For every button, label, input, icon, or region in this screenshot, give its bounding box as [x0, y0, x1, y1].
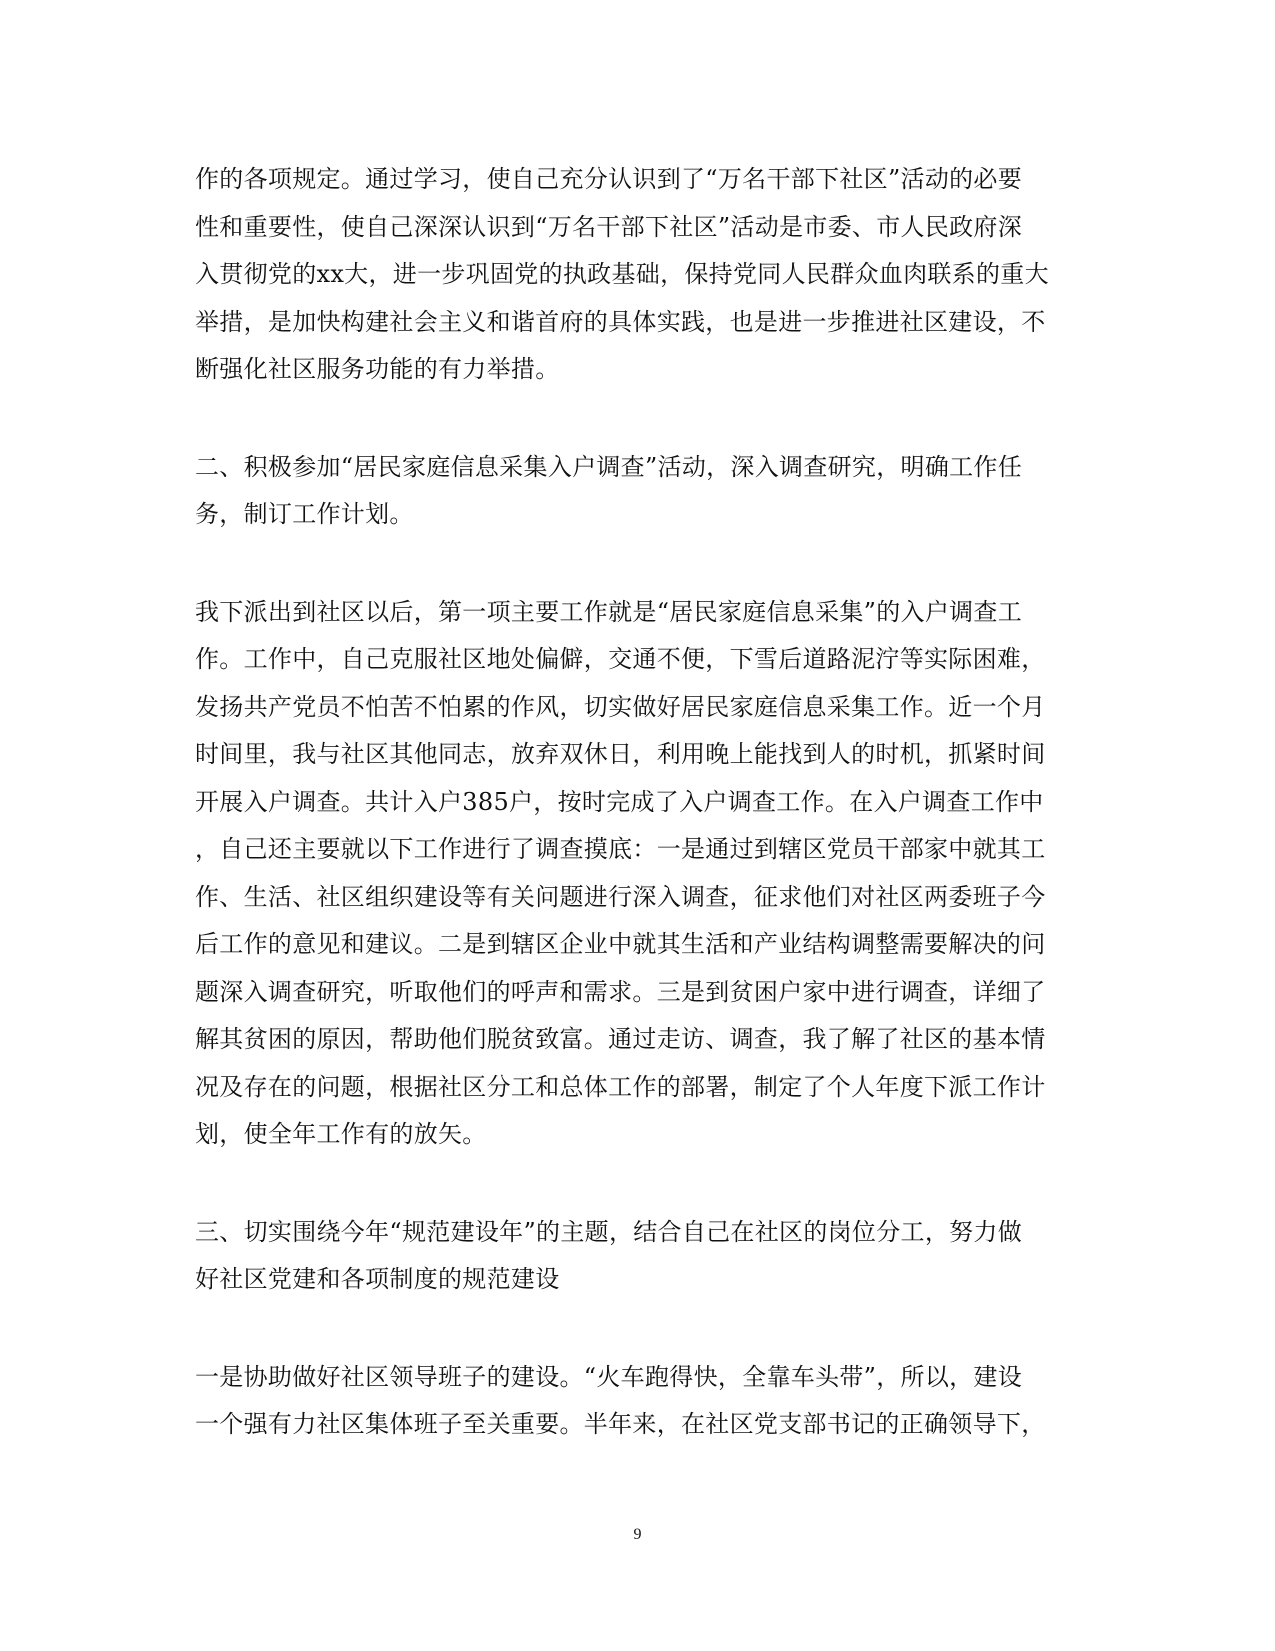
text-line: 举措，是加快构建社会主义和谐首府的具体实践，也是进一步推进社区建设，不 — [195, 307, 1046, 336]
text-line: 作、生活、社区组织建设等有关问题进行深入调查，征求他们对社区两委班子今 — [195, 882, 1046, 911]
text-line: 我下派出到社区以后，第一项主要工作就是“居民家庭信息采集”的入户调查工 — [195, 597, 1023, 626]
section-heading-3 — [195, 1209, 1075, 1304]
text-line: 性和重要性，使自己深深认识到“万名干部下社区”活动是市委、市人民政府深 — [195, 212, 1023, 241]
text-line: 入贯彻党的xx大，进一步巩固党的执政基础，保持党同人民群众血肉联系的重大 — [195, 260, 1049, 288]
text-line: 后工作的意见和建议。二是到辖区企业中就其生活和产业结构调整需要解决的问 — [195, 930, 1046, 958]
page-number: 9 — [633, 1526, 642, 1543]
document-body — [195, 156, 1075, 1499]
text-line: 一是协助做好社区领导班子的建设。“火车跑得快，全靠车头带”，所以，建设 — [195, 1362, 1023, 1391]
text-line: 一个强有力社区集体班子至关重要。半年来，在社区党支部书记的正确领导下， — [195, 1410, 1046, 1438]
paragraph-1 — [195, 156, 1075, 394]
text-line: 发扬共产党员不怕苦不怕累的作风，切实做好居民家庭信息采集工作。近一个月 — [195, 692, 1046, 721]
paragraph-5 — [195, 1354, 1075, 1449]
text-line: 题深入调查研究，听取他们的呼声和需求。三是到贫困户家中进行调查，详细了 — [195, 977, 1046, 1006]
text-line: 断强化社区服务功能的有力举措。 — [195, 355, 560, 383]
paragraph-3 — [195, 589, 1075, 1159]
text-line: 解其贫困的原因，帮助他们脱贫致富。通过走访、调查，我了解了社区的基本情 — [195, 1025, 1046, 1053]
text-line: 划，使全年工作有的放矢。 — [195, 1120, 487, 1148]
text-line: ，自己还主要就以下工作进行了调查摸底：一是通过到辖区党员干部家中就其工 — [195, 835, 1046, 863]
text-line: 三、切实围绕今年“规范建设年”的主题，结合自己在社区的岗位分工，努力做 — [195, 1217, 1023, 1246]
text-line: 二、积极参加“居民家庭信息采集入户调查”活动，深入调查研究，明确工作任 — [195, 452, 1023, 481]
text-line: 作的各项规定。通过学习，使自己充分认识到了“万名干部下社区”活动的必要 — [195, 165, 1023, 193]
text-line: 况及存在的问题，根据社区分工和总体工作的部署，制定了个人年度下派工作计 — [195, 1072, 1046, 1101]
text-line: 务，制订工作计划。 — [195, 500, 414, 528]
text-line: 时间里，我与社区其他同志，放弃双休日，利用晚上能找到人的时机，抓紧时间 — [195, 740, 1046, 768]
section-heading-2 — [195, 444, 1075, 539]
text-line: 开展入户调查。共计入户385户，按时完成了入户调查工作。在入户调查工作中 — [195, 787, 1044, 816]
text-line: 作。工作中，自己克服社区地处偏僻，交通不便，下雪后道路泥泞等实际困难， — [195, 645, 1046, 673]
text-line: 好社区党建和各项制度的规范建设 — [195, 1265, 560, 1293]
